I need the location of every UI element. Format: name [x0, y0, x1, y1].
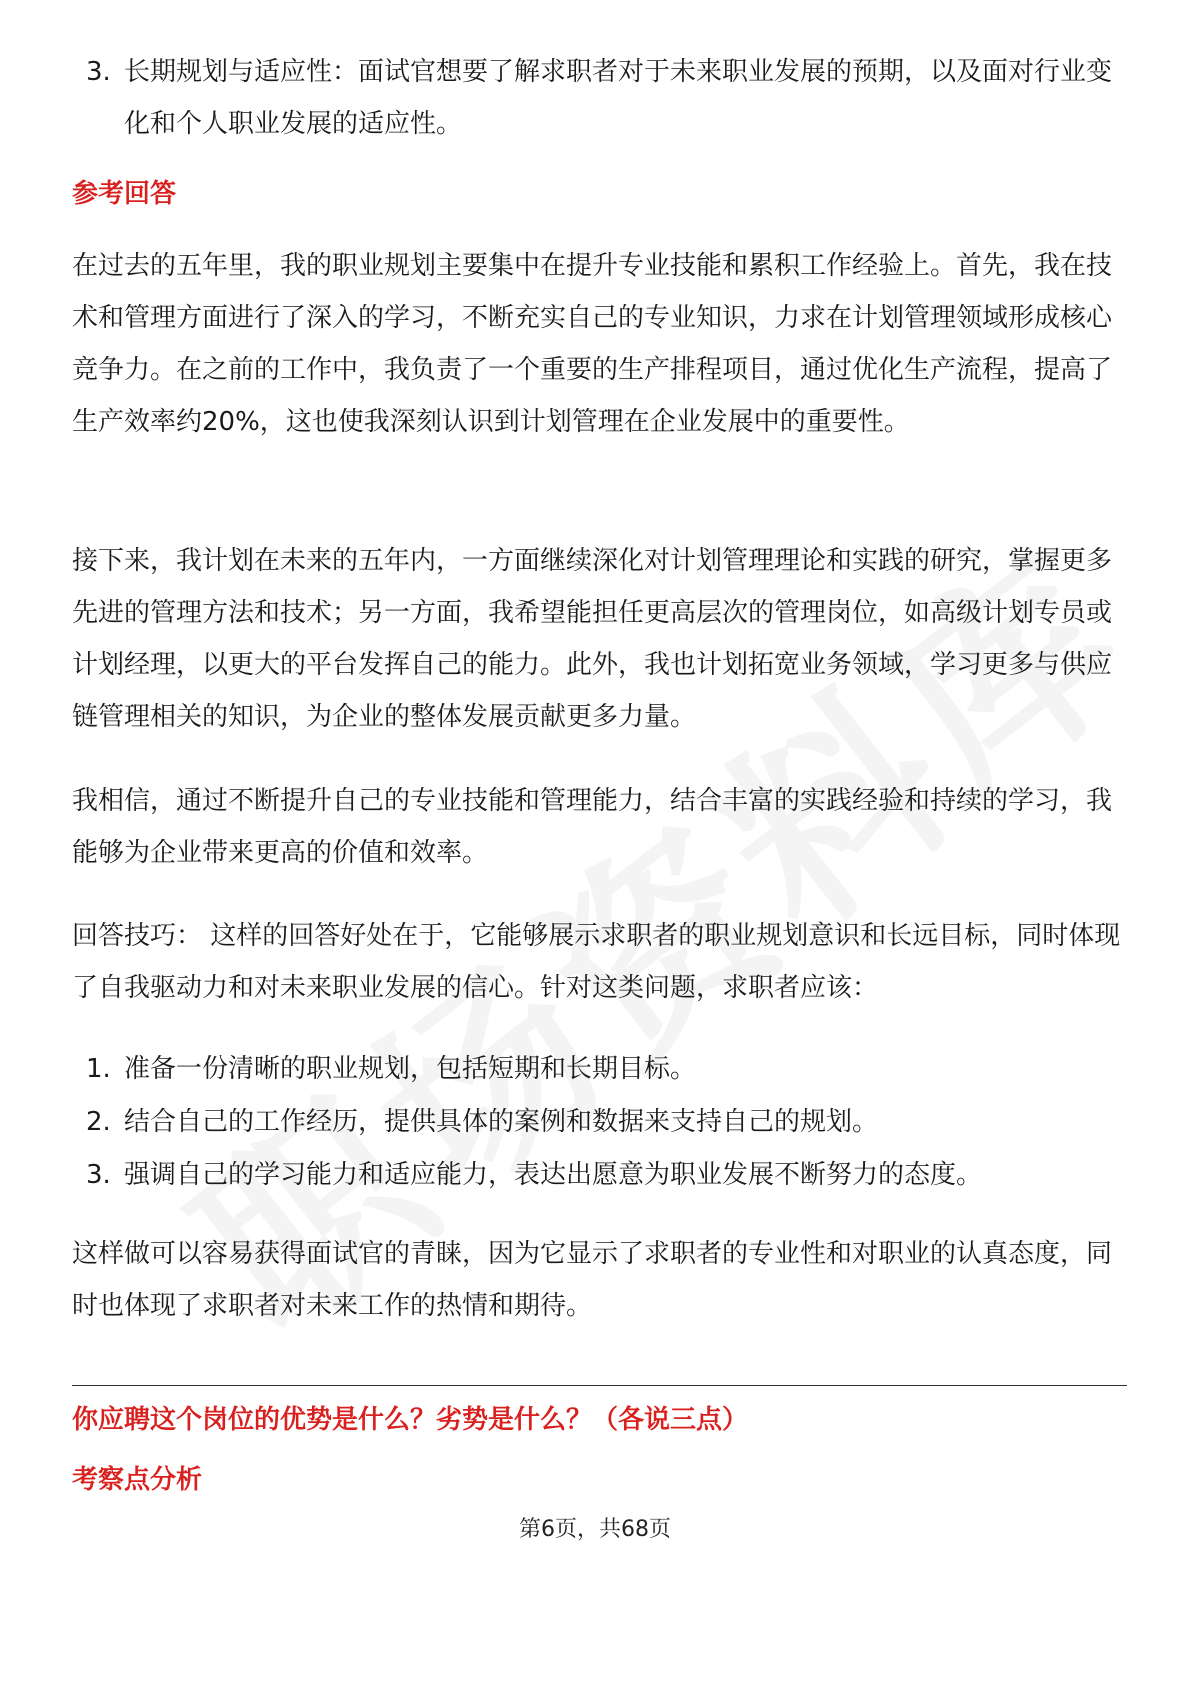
- list-item: [72, 46, 1127, 150]
- reference-answer-heading: 参考回答: [72, 179, 177, 209]
- list-item-text: 结合自己的工作经历，提供具体的案例和数据来支持自己的规划。: [124, 1107, 879, 1137]
- list-item: [72, 1096, 1127, 1148]
- list-number: 3.: [86, 57, 111, 87]
- answer-paragraph-1: 在过去的五年里，我的职业规划主要集中在提升专业技能和累积工作经验上。首先，我在技术和管理方面进行了深入的学习，不断充实自己的专业知识，力求在计划管理领域形成核心竞争力。在之前的工作中，我负责了一个重要的生产排程项目，通过优化生产流程，提高了生产效率约20%，这也使我深刻认识到计划管理在企业发展中的重要性。: [72, 251, 1113, 437]
- tips-conclusion: 这样做可以容易获得面试官的青睐，因为它显示了求职者的专业性和对职业的认真态度，同时也体现了求职者对未来工作的热情和期待。: [72, 1239, 1113, 1321]
- list-number: 3.: [86, 1160, 111, 1190]
- section-divider: [72, 1385, 1127, 1386]
- list-item: [72, 1043, 1127, 1095]
- analysis-heading: 考察点分析: [72, 1465, 203, 1495]
- answer-paragraph-3: 我相信，通过不断提升自己的专业技能和管理能力，结合丰富的实践经验和持续的学习，我能够为企业带来更高的价值和效率。: [72, 786, 1113, 868]
- page-number-footer: 第6页，共68页: [519, 1517, 671, 1542]
- list-item-text: 强调自己的学习能力和适应能力，表达出愿意为职业发展不断努力的态度。: [124, 1160, 983, 1190]
- list-number: 2.: [86, 1107, 111, 1137]
- answer-paragraph-2: 接下来，我计划在未来的五年内，一方面继续深化对计划管理理论和实践的研究，掌握更多先进的管理方法和技术；另一方面，我希望能担任更高层次的管理岗位，如高级计划专员或计划经理，以更大的平台发挥自己的能力。此外，我也计划拓宽业务领域，学习更多与供应链管理相关的知识，为企业的整体发展贡献更多力量。: [72, 546, 1113, 732]
- list-number: 1.: [86, 1054, 111, 1084]
- tips-intro: 回答技巧： 这样的回答好处在于，它能够展示求职者的职业规划意识和长远目标，同时体现了自我驱动力和对未来职业发展的信心。针对这类问题，求职者应该：: [72, 921, 1121, 1003]
- list-item-text: 长期规划与适应性：面试官想要了解求职者对于未来职业发展的预期，以及面对行业变化和个人职业发展的适应性。: [124, 57, 1113, 139]
- next-question-title: 你应聘这个岗位的优势是什么？劣势是什么？（各说三点）: [72, 1405, 749, 1435]
- list-item-text: 准备一份清晰的职业规划，包括短期和长期目标。: [124, 1054, 697, 1084]
- list-item: [72, 1149, 1127, 1201]
